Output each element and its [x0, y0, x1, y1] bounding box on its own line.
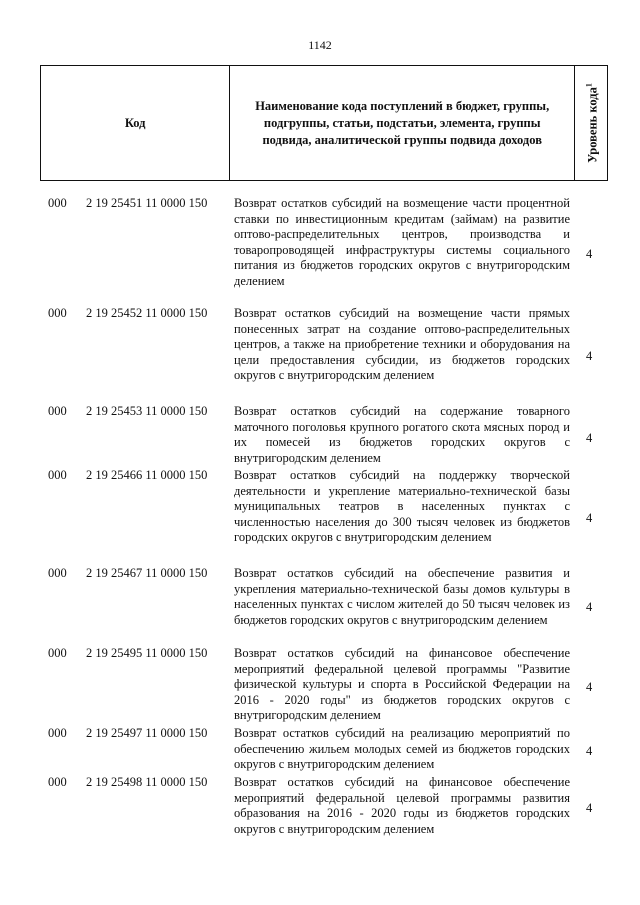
row-description: Возврат остатков субсидий на обеспечение развития и укрепления материально-технической базы домов культуры в населенных пунктах с числом жителей до 50 тысяч человек из бюджетов городских округов с внутригородским делением — [234, 566, 570, 627]
row-code: 2 19 25498 11 0000 150 — [86, 775, 208, 789]
row-level: 4 — [586, 744, 593, 758]
row-prefix: 000 — [48, 468, 67, 482]
row-code: 2 19 25467 11 0000 150 — [86, 566, 208, 580]
header-code: Код — [41, 66, 230, 180]
row-prefix: 000 — [48, 646, 67, 660]
row-code: 2 19 25453 11 0000 150 — [86, 404, 208, 418]
header-level-footnote: 1 — [584, 83, 594, 88]
row-code: 2 19 25452 11 0000 150 — [86, 306, 208, 320]
row-level: 4 — [586, 680, 593, 694]
row-level: 4 — [586, 801, 593, 815]
row-level: 4 — [586, 600, 593, 614]
header-level — [580, 83, 601, 163]
row-description: Возврат остатков субсидий на финансовое обеспечение мероприятий федеральной целевой программы "Развитие физической культуры и спорта в Российской Федерации на 2016 - 2020 годы" из бюджетов городских округов с внутригородским делением — [234, 646, 570, 723]
row-prefix: 000 — [48, 726, 67, 740]
row-code: 2 19 25451 11 0000 150 — [86, 196, 208, 210]
row-level: 4 — [586, 349, 593, 363]
header-level-label: Уровень кода — [585, 87, 600, 163]
row-prefix: 000 — [48, 775, 67, 789]
header-name: Наименование кода поступлений в бюджет, группы, подгруппы, статьи, подстатьи, элемента, группы подвида, аналитической группы подвида доходов — [230, 66, 575, 180]
row-description: Возврат остатков субсидий на содержание товарного маточного поголовья крупного рогатого скота мясных пород и их помесей из бюджетов городских округов с внутригородским делением — [234, 404, 570, 465]
row-level: 4 — [586, 247, 593, 261]
row-description: Возврат остатков субсидий на возмещение части процентной ставки по инвестиционным кредитам (займам) на развитие оптово-распределительных центров, производства и товаропроводящей инфраструктуры системы социального питания из бюджетов городских округов с внутригородским делением — [234, 196, 570, 288]
row-description: Возврат остатков субсидий на возмещение части прямых понесенных затрат на создание оптово-распределительных центров, а также на приобретение техники и оборудования на цели предоставления субсидии, из бюджетов городских округов с внутригородским делением — [234, 306, 570, 383]
row-prefix: 000 — [48, 306, 67, 320]
row-level: 4 — [586, 511, 593, 525]
row-prefix: 000 — [48, 196, 67, 210]
row-description: Возврат остатков субсидий на поддержку творческой деятельности и укрепление материально-технической базы муниципальных театров в населенных пунктах с численностью населения до 300 тысяч человек из бюджетов городских округов с внутригородским делением — [234, 468, 570, 545]
header-level-cell — [575, 66, 607, 180]
row-prefix: 000 — [48, 566, 67, 580]
row-prefix: 000 — [48, 404, 67, 418]
row-description: Возврат остатков субсидий на реализацию мероприятий по обеспечению жильем молодых семей из бюджетов городских округов с внутригородским делением — [234, 726, 570, 772]
row-code: 2 19 25495 11 0000 150 — [86, 646, 208, 660]
page-number: 1142 — [308, 38, 332, 52]
row-code: 2 19 25497 11 0000 150 — [86, 726, 208, 740]
row-description: Возврат остатков субсидий на финансовое обеспечение мероприятий федеральной целевой программы развития образования на 2016 - 2020 годы из бюджетов городских округов с внутригородским делением — [234, 775, 570, 836]
row-code: 2 19 25466 11 0000 150 — [86, 468, 208, 482]
table-header — [40, 65, 608, 181]
row-level: 4 — [586, 431, 593, 445]
